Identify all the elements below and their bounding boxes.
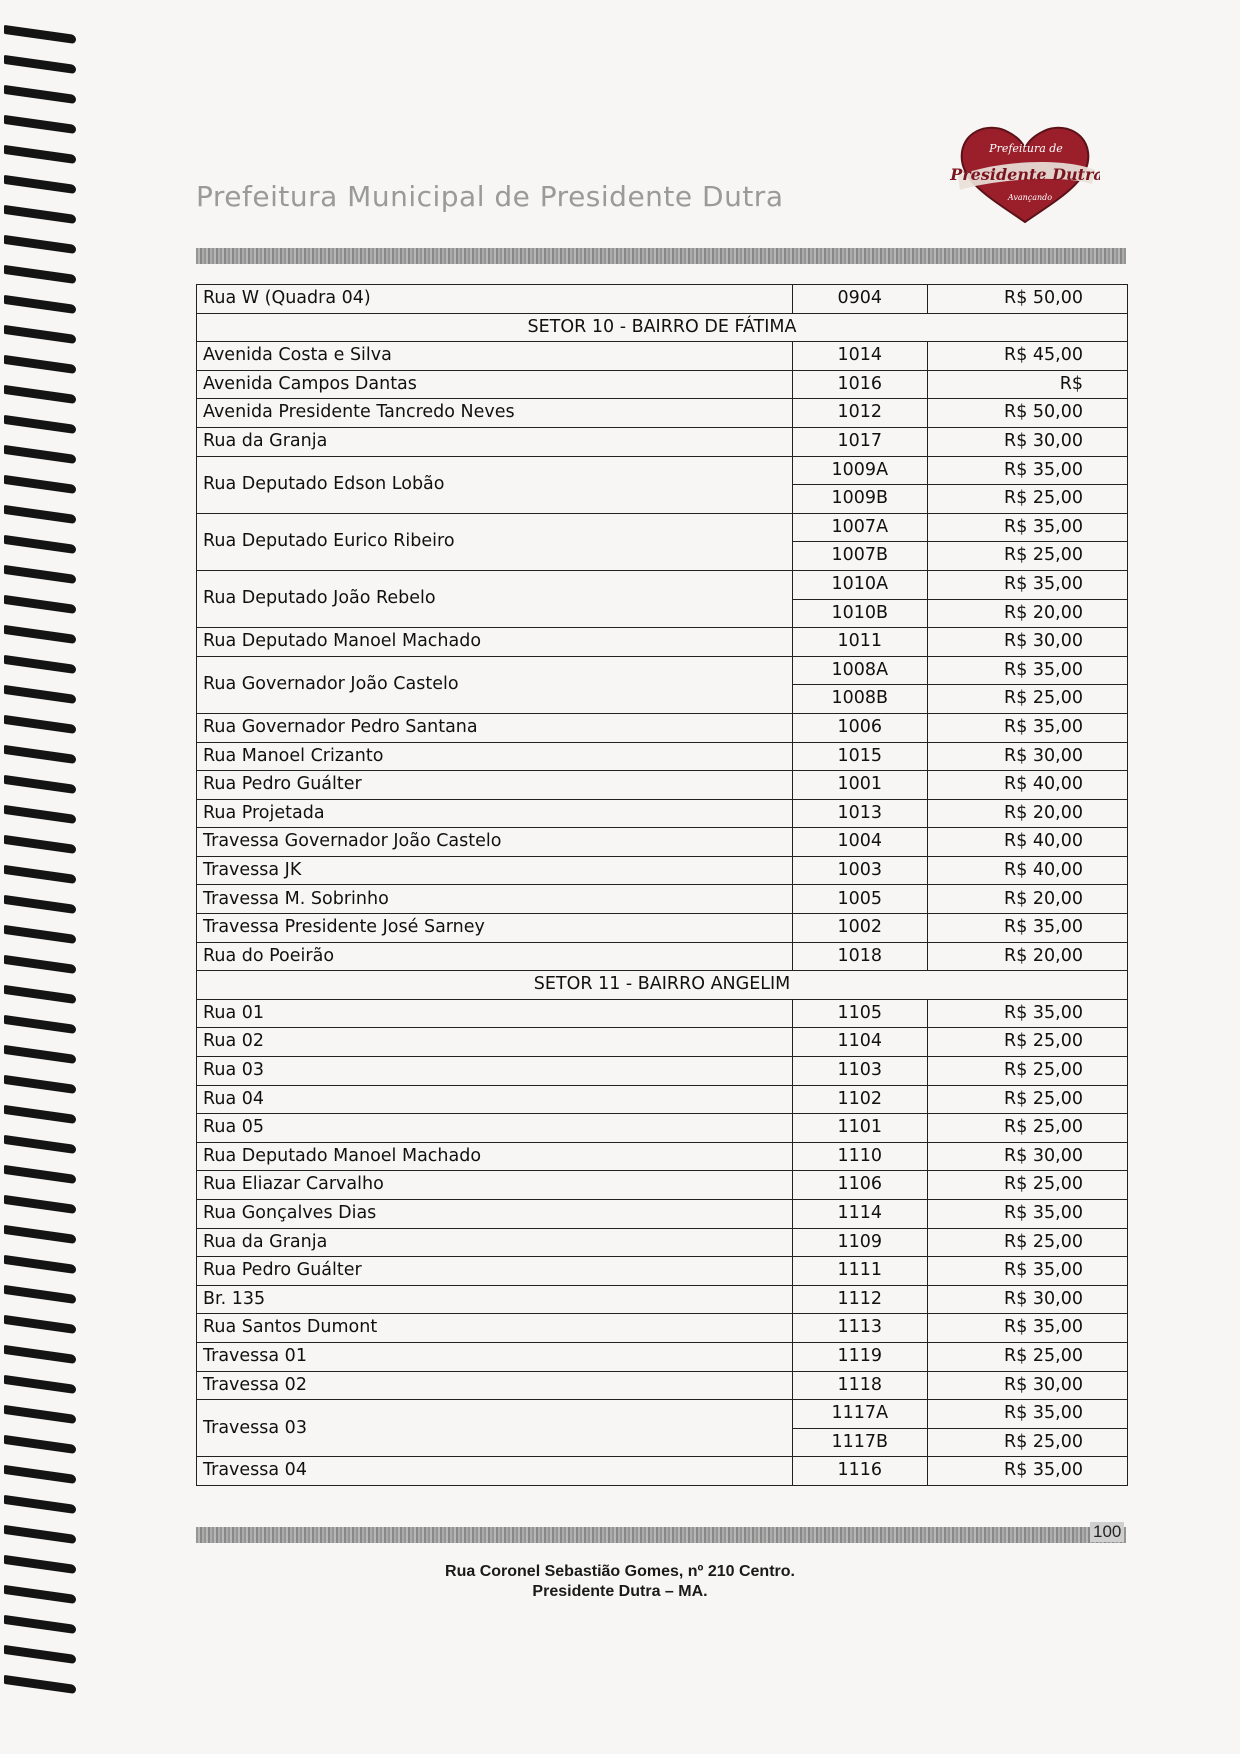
- street-price: R$ 30,00: [927, 628, 1128, 657]
- street-code: 1117B: [793, 1428, 927, 1457]
- street-name: Rua Gonçalves Dias: [197, 1200, 793, 1229]
- sector-label: SETOR 10 - BAIRRO DE FÁTIMA: [197, 313, 1128, 342]
- street-name: Rua 03: [197, 1057, 793, 1086]
- binding-coil: [4, 745, 76, 764]
- table-row: [197, 771, 1128, 800]
- street-name: Br. 135: [197, 1285, 793, 1314]
- street-code: 1006: [793, 713, 927, 742]
- street-code: 1001: [793, 771, 927, 800]
- street-price: R$ 20,00: [927, 799, 1128, 828]
- binding-coil: [4, 355, 76, 374]
- street-name: Rua Manoel Crizanto: [197, 742, 793, 771]
- table-row: [197, 1342, 1128, 1371]
- spiral-binding: [0, 30, 82, 1720]
- table-row: [197, 856, 1128, 885]
- street-name: Travessa 04: [197, 1457, 793, 1486]
- table-row: [197, 1114, 1128, 1143]
- binding-coil: [4, 955, 76, 974]
- binding-coil: [4, 1435, 76, 1454]
- street-name: Rua 04: [197, 1085, 793, 1114]
- street-price: R$ 25,00: [927, 1428, 1128, 1457]
- binding-coil: [4, 535, 76, 554]
- binding-coil: [4, 1405, 76, 1424]
- street-price: R$ 40,00: [927, 856, 1128, 885]
- street-tax-table: [196, 284, 1128, 1486]
- street-price: R$ 35,00: [927, 1457, 1128, 1486]
- sector-header-row: [197, 313, 1128, 342]
- binding-coil: [4, 895, 76, 914]
- street-code: 1113: [793, 1314, 927, 1343]
- sector-header-row: [197, 971, 1128, 1000]
- street-name: Travessa 01: [197, 1342, 793, 1371]
- street-price: R$ 20,00: [927, 885, 1128, 914]
- binding-coil: [4, 985, 76, 1004]
- street-code: 1114: [793, 1200, 927, 1229]
- binding-coil: [4, 1525, 76, 1544]
- street-name: Avenida Costa e Silva: [197, 342, 793, 371]
- street-price: R$ 30,00: [927, 1285, 1128, 1314]
- binding-coil: [4, 865, 76, 884]
- binding-coil: [4, 565, 76, 584]
- street-code: 1009A: [793, 456, 927, 485]
- table-row: [197, 656, 1128, 685]
- page-header-title: Prefeitura Municipal de Presidente Dutra: [196, 180, 784, 213]
- street-code: 1103: [793, 1057, 927, 1086]
- binding-coil: [4, 175, 76, 194]
- binding-coil: [4, 1105, 76, 1124]
- street-price: R$ 25,00: [927, 542, 1128, 571]
- table-row: [197, 942, 1128, 971]
- street-name: Rua do Poeirão: [197, 942, 793, 971]
- binding-coil: [4, 1495, 76, 1514]
- street-price: R$ 40,00: [927, 771, 1128, 800]
- binding-coil: [4, 835, 76, 854]
- street-name: Rua 01: [197, 999, 793, 1028]
- table-row: [197, 1285, 1128, 1314]
- street-name: Rua da Granja: [197, 427, 793, 456]
- street-code: 1112: [793, 1285, 927, 1314]
- binding-coil: [4, 445, 76, 464]
- street-name: Rua Deputado Eurico Ribeiro: [197, 513, 793, 570]
- street-price: R$ 25,00: [927, 1028, 1128, 1057]
- binding-coil: [4, 55, 76, 74]
- street-price: R$ 35,00: [927, 513, 1128, 542]
- street-code: 1118: [793, 1371, 927, 1400]
- street-code: 1014: [793, 342, 927, 371]
- street-price: R$ 30,00: [927, 1371, 1128, 1400]
- binding-coil: [4, 1375, 76, 1394]
- binding-coil: [4, 1615, 76, 1634]
- street-price: R$ 25,00: [927, 1171, 1128, 1200]
- street-code: 1015: [793, 742, 927, 771]
- street-code: 1003: [793, 856, 927, 885]
- street-code: 1010A: [793, 570, 927, 599]
- footer-divider-band: [196, 1527, 1126, 1543]
- street-price: R$ 50,00: [927, 399, 1128, 428]
- table-row: [197, 1142, 1128, 1171]
- street-name: Rua Pedro Guálter: [197, 771, 793, 800]
- street-price: R$ 35,00: [927, 713, 1128, 742]
- binding-coil: [4, 145, 76, 164]
- binding-coil: [4, 685, 76, 704]
- street-price: R$ 35,00: [927, 914, 1128, 943]
- table-row: [197, 799, 1128, 828]
- table-row: [197, 1028, 1128, 1057]
- binding-coil: [4, 325, 76, 344]
- table-row: [197, 1400, 1128, 1429]
- street-name: Rua Projetada: [197, 799, 793, 828]
- street-price: R$ 30,00: [927, 1142, 1128, 1171]
- street-code: 1101: [793, 1114, 927, 1143]
- street-name: Rua W (Quadra 04): [197, 285, 793, 314]
- binding-coil: [4, 385, 76, 404]
- street-price: R$ 30,00: [927, 427, 1128, 456]
- street-code: 1013: [793, 799, 927, 828]
- table-row: [197, 456, 1128, 485]
- binding-coil: [4, 925, 76, 944]
- street-name: Rua Governador João Castelo: [197, 656, 793, 713]
- footer-city: Presidente Dutra – MA.: [532, 1583, 708, 1600]
- table-row: [197, 1085, 1128, 1114]
- table-row: [197, 828, 1128, 857]
- street-price: R$ 25,00: [927, 685, 1128, 714]
- street-code: 1007B: [793, 542, 927, 571]
- street-price: R$ 35,00: [927, 1314, 1128, 1343]
- street-name: Rua Deputado Edson Lobão: [197, 456, 793, 513]
- binding-coil: [4, 1675, 76, 1694]
- table-row: [197, 285, 1128, 314]
- street-price: R$ 50,00: [927, 285, 1128, 314]
- street-price: R$ 25,00: [927, 1085, 1128, 1114]
- street-name: Rua Deputado Manoel Machado: [197, 628, 793, 657]
- street-price: R$ 35,00: [927, 1400, 1128, 1429]
- street-code: 1106: [793, 1171, 927, 1200]
- binding-coil: [4, 1075, 76, 1094]
- table-row: [197, 370, 1128, 399]
- street-code: 1008B: [793, 685, 927, 714]
- street-name: Travessa 03: [197, 1400, 793, 1457]
- table-row: [197, 713, 1128, 742]
- binding-coil: [4, 1285, 76, 1304]
- binding-coil: [4, 1255, 76, 1274]
- binding-coil: [4, 595, 76, 614]
- table-row: [197, 628, 1128, 657]
- table-row: [197, 1457, 1128, 1486]
- binding-coil: [4, 505, 76, 524]
- binding-coil: [4, 115, 76, 134]
- binding-coil: [4, 805, 76, 824]
- street-price: R$ 35,00: [927, 570, 1128, 599]
- binding-coil: [4, 1465, 76, 1484]
- table-row: [197, 1371, 1128, 1400]
- street-price: R$ 20,00: [927, 599, 1128, 628]
- binding-coil: [4, 235, 76, 254]
- street-name: Rua Pedro Guálter: [197, 1257, 793, 1286]
- street-name: Travessa JK: [197, 856, 793, 885]
- svg-text:Avançando: Avançando: [1007, 193, 1053, 202]
- street-name: Rua Eliazar Carvalho: [197, 1171, 793, 1200]
- street-code: 1009B: [793, 485, 927, 514]
- street-price: R$ 25,00: [927, 1342, 1128, 1371]
- binding-coil: [4, 1645, 76, 1664]
- table-row: [197, 427, 1128, 456]
- binding-coil: [4, 205, 76, 224]
- table-row: [197, 513, 1128, 542]
- binding-coil: [4, 1045, 76, 1064]
- binding-coil: [4, 1195, 76, 1214]
- street-name: Rua 05: [197, 1114, 793, 1143]
- street-code: 1110: [793, 1142, 927, 1171]
- street-name: Travessa Presidente José Sarney: [197, 914, 793, 943]
- street-price: R$ 35,00: [927, 456, 1128, 485]
- street-price: R$ 40,00: [927, 828, 1128, 857]
- street-name: Rua Santos Dumont: [197, 1314, 793, 1343]
- binding-coil: [4, 775, 76, 794]
- street-code: 1008A: [793, 656, 927, 685]
- street-code: 1011: [793, 628, 927, 657]
- table-row: [197, 1057, 1128, 1086]
- table-row: [197, 742, 1128, 771]
- street-code: 1119: [793, 1342, 927, 1371]
- street-code: 1018: [793, 942, 927, 971]
- binding-coil: [4, 295, 76, 314]
- table-row: [197, 914, 1128, 943]
- street-code: 1102: [793, 1085, 927, 1114]
- street-name: Rua Deputado Manoel Machado: [197, 1142, 793, 1171]
- street-name: Avenida Campos Dantas: [197, 370, 793, 399]
- binding-coil: [4, 1315, 76, 1334]
- street-name: Rua da Granja: [197, 1228, 793, 1257]
- street-code: 1117A: [793, 1400, 927, 1429]
- binding-coil: [4, 715, 76, 734]
- street-price: R$: [927, 370, 1128, 399]
- binding-coil: [4, 1135, 76, 1154]
- footer-address: Rua Coronel Sebastião Gomes, nº 210 Centro.: [445, 1563, 795, 1580]
- street-price: R$ 25,00: [927, 485, 1128, 514]
- binding-coil: [4, 1165, 76, 1184]
- binding-coil: [4, 1225, 76, 1244]
- page-number: 100: [1090, 1522, 1124, 1542]
- binding-coil: [4, 25, 76, 44]
- street-price: R$ 25,00: [927, 1228, 1128, 1257]
- table-row: [197, 570, 1128, 599]
- binding-coil: [4, 475, 76, 494]
- street-name: Rua Governador Pedro Santana: [197, 713, 793, 742]
- street-name: Rua Deputado João Rebelo: [197, 570, 793, 627]
- street-price: R$ 25,00: [927, 1114, 1128, 1143]
- street-code: 1111: [793, 1257, 927, 1286]
- street-code: 1116: [793, 1457, 927, 1486]
- street-code: 1017: [793, 427, 927, 456]
- heart-logo-icon: [950, 118, 1100, 228]
- binding-coil: [4, 85, 76, 104]
- street-code: 1016: [793, 370, 927, 399]
- municipal-logo: [950, 118, 1100, 228]
- binding-coil: [4, 415, 76, 434]
- street-code: 1004: [793, 828, 927, 857]
- street-code: 1104: [793, 1028, 927, 1057]
- svg-text:Presidente Dutra: Presidente Dutra: [950, 165, 1100, 184]
- binding-coil: [4, 655, 76, 674]
- street-code: 1105: [793, 999, 927, 1028]
- street-code: 1010B: [793, 599, 927, 628]
- sector-label: SETOR 11 - BAIRRO ANGELIM: [197, 971, 1128, 1000]
- table-row: [197, 999, 1128, 1028]
- street-price: R$ 20,00: [927, 942, 1128, 971]
- street-name: Avenida Presidente Tancredo Neves: [197, 399, 793, 428]
- binding-coil: [4, 265, 76, 284]
- street-code: 0904: [793, 285, 927, 314]
- street-code: 1109: [793, 1228, 927, 1257]
- street-price: R$ 45,00: [927, 342, 1128, 371]
- binding-coil: [4, 1015, 76, 1034]
- table-row: [197, 1171, 1128, 1200]
- street-name: Travessa M. Sobrinho: [197, 885, 793, 914]
- table-row: [197, 342, 1128, 371]
- street-name: Travessa Governador João Castelo: [197, 828, 793, 857]
- table-row: [197, 885, 1128, 914]
- street-price: R$ 35,00: [927, 656, 1128, 685]
- street-price: R$ 35,00: [927, 999, 1128, 1028]
- binding-coil: [4, 1345, 76, 1364]
- street-code: 1005: [793, 885, 927, 914]
- table-row: [197, 1257, 1128, 1286]
- street-price: R$ 25,00: [927, 1057, 1128, 1086]
- binding-coil: [4, 625, 76, 644]
- street-code: 1007A: [793, 513, 927, 542]
- street-name: Travessa 02: [197, 1371, 793, 1400]
- street-price: R$ 35,00: [927, 1200, 1128, 1229]
- street-code: 1002: [793, 914, 927, 943]
- svg-text:Prefeitura de: Prefeitura de: [989, 142, 1063, 155]
- street-price: R$ 30,00: [927, 742, 1128, 771]
- table-row: [197, 399, 1128, 428]
- table-row: [197, 1200, 1128, 1229]
- table-row: [197, 1314, 1128, 1343]
- street-price: R$ 35,00: [927, 1257, 1128, 1286]
- table-row: [197, 1228, 1128, 1257]
- street-code: 1012: [793, 399, 927, 428]
- street-name: Rua 02: [197, 1028, 793, 1057]
- header-divider-band: [196, 248, 1126, 264]
